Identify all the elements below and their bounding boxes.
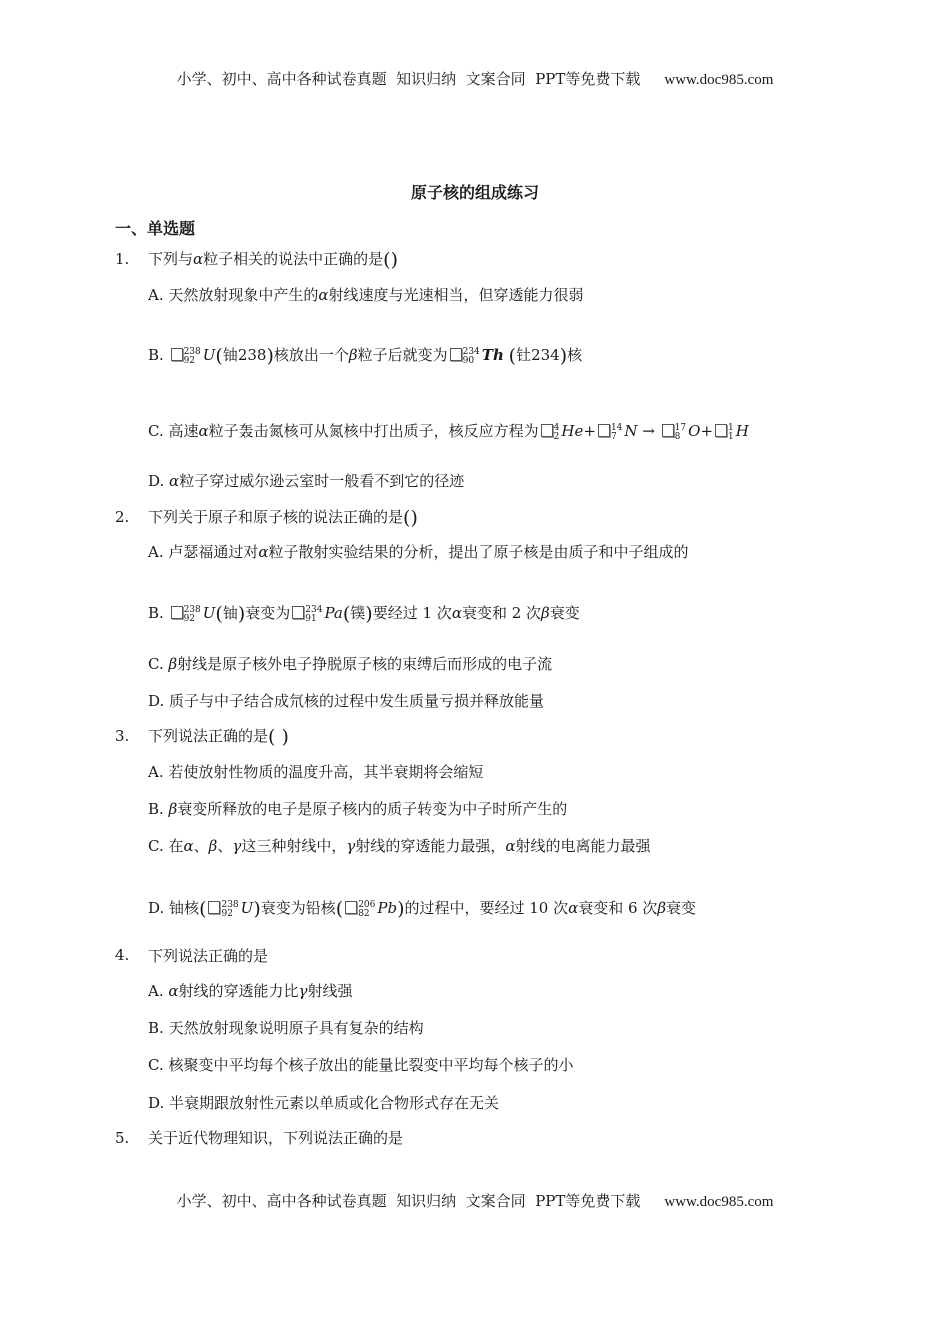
q4-number: 4. [115, 946, 130, 964]
footer-site[interactable]: www.doc985.com [664, 1194, 774, 1210]
q3-option-c: C. 在α、β、γ这三种射线中，γ射线的穿透能力最强，α射线的电离能力最强 [148, 837, 651, 855]
q1-number: 1. [115, 250, 130, 268]
q2-number: 2. [115, 508, 130, 526]
formula-placeholder-icon [171, 348, 183, 361]
header-site[interactable]: www.doc985.com [664, 72, 774, 88]
q4-option-a: A. α射线的穿透能力比γ射线强 [148, 982, 353, 1000]
q1-option-a: A. 天然放射现象中产生的α射线速度与光速相当，但穿透能力很弱 [148, 286, 584, 304]
q2-option-a: A. 卢瑟福通过对α粒子散射实验结果的分析，提出了原子核是由质子和中子组成的 [148, 543, 689, 561]
q3-option-b: B. β衰变所释放的电子是原子核内的质子转变为中子时所产生的 [148, 800, 568, 818]
formula-placeholder-icon [450, 348, 462, 361]
q4-option-d: D. 半衰期跟放射性元素以单质或化合物形式存在无关 [148, 1094, 500, 1112]
q5-stem: 关于近代物理知识，下列说法正确的是 [148, 1129, 404, 1147]
section-heading: 一、单选题 [115, 219, 196, 238]
q4-option-b: B. 天然放射现象说明原子具有复杂的结构 [148, 1019, 424, 1037]
q1-stem: 下列与α粒子相关的说法中正确的是() [148, 249, 399, 271]
q5-number: 5. [115, 1129, 130, 1147]
q2-option-c: C. β射线是原子核外电子挣脱原子核的束缚后而形成的电子流 [148, 655, 553, 673]
q3-option-d: D. 铀核( 238 92 U)衰变为铅核( 206 82 Pb)的过程中，要经过 10 次α衰变和 6 次β衰变 [148, 898, 697, 920]
q1-option-c: C. 高速α粒子轰击氮核可从氮核中打出质子，核反应方程为 4 2 He+ 14 7 N → 17 8 O+ 1 1 H [148, 422, 749, 442]
q4-option-c: C. 核聚变中平均每个核子放出的能量比裂变中平均每个核子的小 [148, 1056, 574, 1074]
q1-option-b: B. 238 92 U(铀238)核放出一个β粒子后就变为 234 90 Th (钍234)核 [148, 345, 583, 367]
q3-stem: 下列说法正确的是( ) [148, 726, 289, 748]
page-title: 原子核的组成练习 [410, 183, 539, 202]
q2-stem: 下列关于原子和原子核的说法正确的是() [148, 507, 418, 529]
q3-option-a: A. 若使放射性物质的温度升高，其半衰期将会缩短 [148, 763, 484, 781]
page-header [0, 68, 950, 89]
q2-option-d: D. 质子与中子结合成氘核的过程中发生质量亏损并释放能量 [148, 692, 545, 710]
alpha-symbol: α [193, 250, 204, 268]
q2-option-b: B. 238 92 U(铀)衰变为 234 91 Pa(镤)要经过 1 次α衰变和 2 次β衰变 [148, 603, 580, 625]
page-footer [0, 1190, 950, 1211]
footer-text: 小学、初中、高中各种试卷真题 知识归纳 文案合同 PPT等免费下载 [176, 1192, 641, 1210]
q1-option-d: D. α粒子穿过威尔逊云室时一般看不到它的径迹 [148, 472, 465, 490]
header-text: 小学、初中、高中各种试卷真题 知识归纳 文案合同 PPT等免费下载 [176, 70, 641, 88]
q4-stem: 下列说法正确的是 [148, 947, 269, 965]
q3-number: 3. [115, 727, 130, 745]
